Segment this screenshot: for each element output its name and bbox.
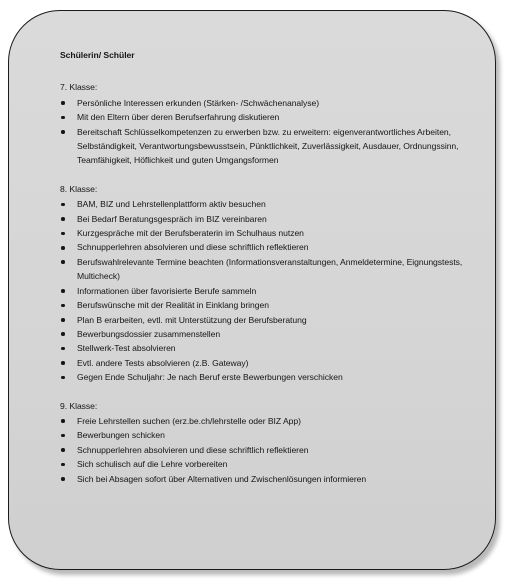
list-item: Informationen über favorisierte Berufe sammeln	[60, 284, 470, 298]
list-item: BAM, BIZ und Lehrstellenplattform aktiv besuchen	[60, 197, 470, 211]
list-item: Schnupperlehren absolvieren und diese schriftlich reflektieren	[60, 240, 470, 254]
section-heading: 9. Klasse:	[60, 400, 98, 411]
list-item: Bewerbungsdossier zusammenstellen	[60, 327, 470, 341]
list-item: Bewerbungen schicken	[60, 428, 470, 442]
list-item: Bei Bedarf Beratungsgespräch im BIZ vereinbaren	[60, 212, 470, 226]
bullet-list	[60, 197, 470, 384]
list-item: Kurzgespräche mit der Berufsberaterin im Schulhaus nutzen	[60, 226, 470, 240]
section-heading: 8. Klasse:	[60, 183, 98, 194]
list-item: Berufswünsche mit der Realität in Einklang bringen	[60, 298, 470, 312]
list-item: Plan B erarbeiten, evtl. mit Unterstützung der Berufsberatung	[60, 313, 470, 327]
list-item: Sich schulisch auf die Lehre vorbereiten	[60, 457, 470, 471]
list-item: Gegen Ende Schuljahr: Je nach Beruf erste Bewerbungen verschicken	[60, 370, 470, 384]
section-grade-8	[60, 182, 470, 385]
section-grade-9	[60, 399, 470, 486]
list-item: Berufswahlrelevante Termine beachten (Informationsveranstaltungen, Anmeldetermine, Eignungstests, Multicheck)	[60, 255, 470, 284]
list-item: Sich bei Absagen sofort über Alternativen und Zwischenlösungen informieren	[60, 472, 470, 486]
list-item: Bereitschaft Schlüsselkompetenzen zu erwerben bzw. zu erweitern: eigenverantwortliches Arbeiten, Selbständigkeit, Verantwortungsbewusstsein, Pünktlichkeit, Zuverlässigkeit, Ausdauer, Ordnungssinn, Teamfähigkeit, Höflichkeit und guten Umgangsformen	[60, 125, 470, 168]
list-item: Persönliche Interessen erkunden (Stärken- /Schwächenanalyse)	[60, 96, 470, 110]
bullet-list	[60, 96, 470, 168]
section-heading: 7. Klasse:	[60, 82, 98, 93]
list-item: Mit den Eltern über deren Berufserfahrung diskutieren	[60, 110, 470, 124]
list-item: Evtl. andere Tests absolvieren (z.B. Gateway)	[60, 356, 470, 370]
document-content	[60, 48, 470, 500]
list-item: Freie Lehrstellen suchen (erz.be.ch/lehrstelle oder BIZ App)	[60, 414, 470, 428]
section-grade-7	[60, 80, 470, 167]
list-item: Stellwerk-Test absolvieren	[60, 341, 470, 355]
bullet-list	[60, 414, 470, 486]
document-title: Schülerin/ Schüler	[60, 50, 135, 60]
list-item: Schnupperlehren absolvieren und diese schriftlich reflektieren	[60, 443, 470, 457]
